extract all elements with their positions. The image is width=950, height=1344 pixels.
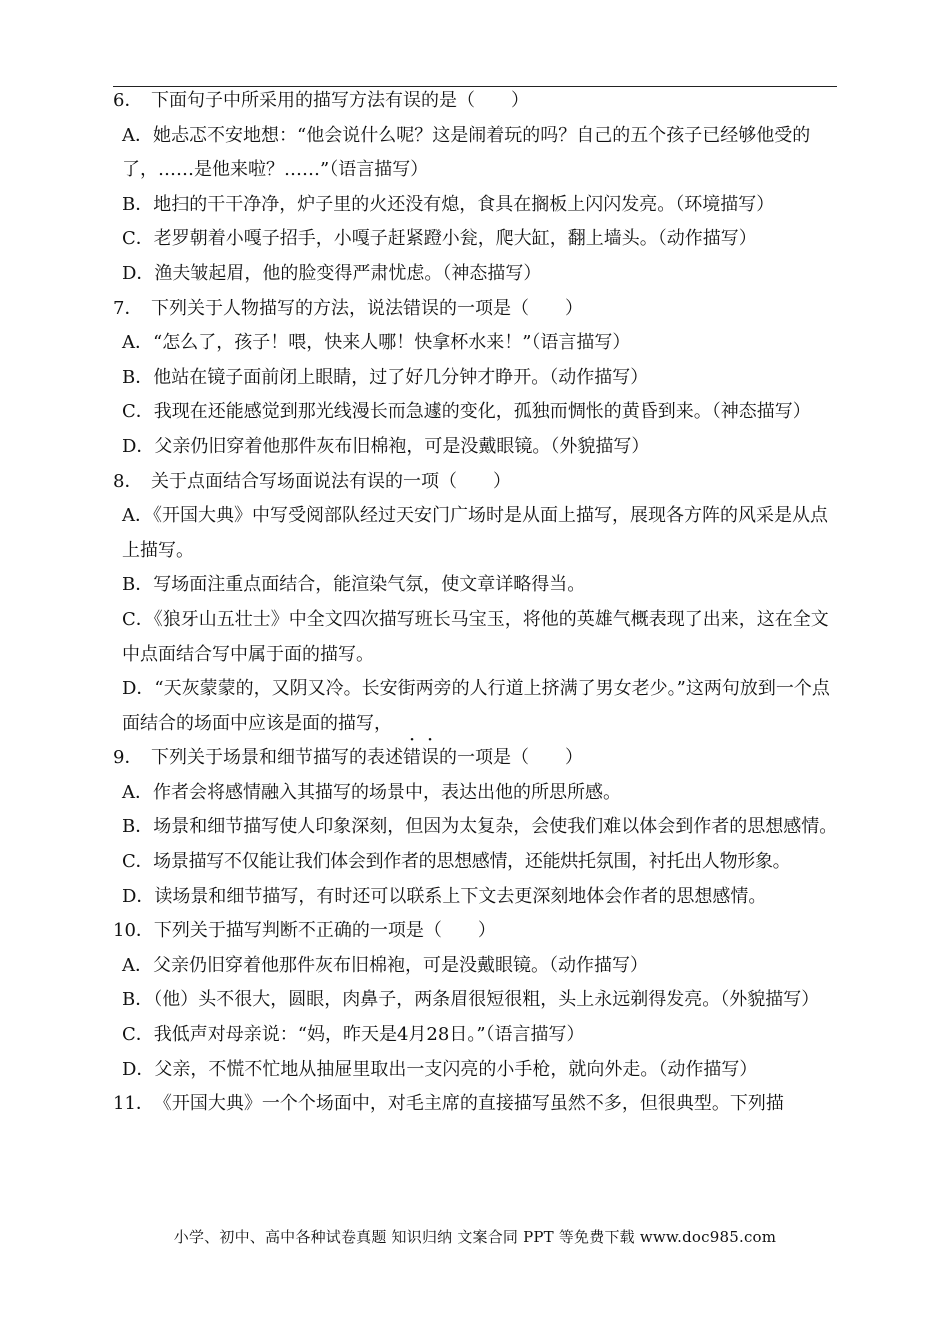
option-b: B．地扫的干干净净，炉子里的火还没有熄，食具在搁板上闪闪发亮。（环境描写）	[122, 193, 775, 215]
option-d: D．渔夫皱起眉，他的脸变得严肃忧虑。（神态描写）	[122, 262, 542, 284]
question-6	[113, 84, 839, 119]
option-a: A．她忐忑不安地想：“他会说什么呢？这是闹着玩的吗？自己的五个孩子已经够他受的了，……是他来啦？……”（语言描写）	[122, 124, 811, 181]
question-stem: 下列关于描写判断不正确的一项是（ ）	[153, 920, 496, 942]
option-b: B．场景和细节描写使人印象深刻，但因为太复杂，会使我们难以体会到作者的思想感情。	[122, 816, 838, 838]
question-stem-part: 下列关于场景和细节描写的表述	[151, 747, 403, 769]
question-list	[113, 84, 839, 1122]
question-11	[113, 1087, 839, 1122]
option-d: D．父亲仍旧穿着他那件灰布旧棉袍，可是没戴眼镜。（外貌描写）	[122, 435, 650, 457]
emphasis-char: 错	[403, 747, 421, 769]
question-number: 7．	[113, 297, 143, 319]
option-b: B．（他）头不很大，圆眼，肉鼻子，两条眉很短很粗，头上永远剃得发亮。（外貌描写）	[122, 989, 820, 1011]
question-stem: 下面句子中所采用的描写方法有误的是（ ）	[151, 90, 529, 111]
option-d: D．“天灰蒙蒙的，又阴又冷。长安街两旁的人行道上挤满了男女老少。”这两句放到一个点面结合的场面中应该是面的描写，	[122, 678, 830, 734]
question-stem: 下列关于人物描写的方法，说法错误的一项是（ ）	[151, 297, 583, 319]
option-b: B．他站在镜子面前闭上眼睛，过了好几分钟才睁开。（动作描写）	[122, 366, 649, 388]
option-c: C．场景描写不仅能让我们体会到作者的思想感情，还能烘托氛围，衬托出人物形象。	[122, 851, 791, 873]
option-b: B．写场面注重点面结合，能渲染气氛，使文章详略得当。	[122, 574, 586, 596]
option-d: D．读场景和细节描写，有时还可以联系上下文去更深刻地体会作者的思想感情。	[122, 885, 767, 907]
question-8	[113, 465, 839, 500]
question-number: 10．	[113, 920, 154, 942]
option-a: A．《开国大典》中写受阅部队经过天安门广场时是从面上描写，展现各方阵的风采是从点上描写。	[122, 505, 828, 561]
option-a: A．“怎么了，孩子！喂，快来人哪！快拿杯水来！”（语言描写）	[122, 332, 631, 354]
option-c: C．我现在还能感觉到那光线漫长而急遽的变化，孤独而惆怅的黄昏到来。（神态描写）	[122, 401, 811, 423]
question-9	[113, 741, 839, 776]
question-number: 9．	[113, 747, 143, 769]
option-d: D．父亲，不慌不忙地从抽屉里取出一支闪亮的小手枪，就向外走。（动作描写）	[122, 1058, 758, 1080]
page-footer: 小学、初中、高中各种试卷真题 知识归纳 文案合同 PPT 等免费下载 www.doc985.com	[173, 1228, 777, 1246]
option-a: A．作者会将感情融入其描写的场景中，表达出他的所思所感。	[122, 781, 621, 803]
option-c: C．老罗朝着小嘎子招手，小嘎子赶紧蹬小瓮，爬大缸，翻上墙头。（动作描写）	[122, 228, 757, 250]
question-number: 6．	[113, 90, 143, 111]
question-stem-part: 的一项是（ ）	[439, 747, 583, 769]
question-7	[113, 292, 839, 327]
question-stem: 关于点面结合写场面说法有误的一项（ ）	[151, 470, 511, 492]
option-c: C．我低声对母亲说：“妈，昨天是4月28日。”（语言描写）	[122, 1024, 585, 1046]
question-number: 8．	[113, 470, 143, 492]
question-stem: 《开国大典》一个个场面中，对毛主席的直接描写虽然不多，但很典型。下列描	[153, 1093, 784, 1115]
option-c: C．《狼牙山五壮士》中全文四次描写班长马宝玉，将他的英雄气概表现了出来，这在全文中点面结合写中属于面的描写。	[122, 608, 829, 665]
emphasis-char: 误	[421, 747, 439, 769]
option-a: A．父亲仍旧穿着他那件灰布旧棉袍，可是没戴眼镜。（动作描写）	[122, 954, 648, 976]
question-10	[113, 914, 839, 949]
question-number: 11．	[113, 1093, 154, 1115]
